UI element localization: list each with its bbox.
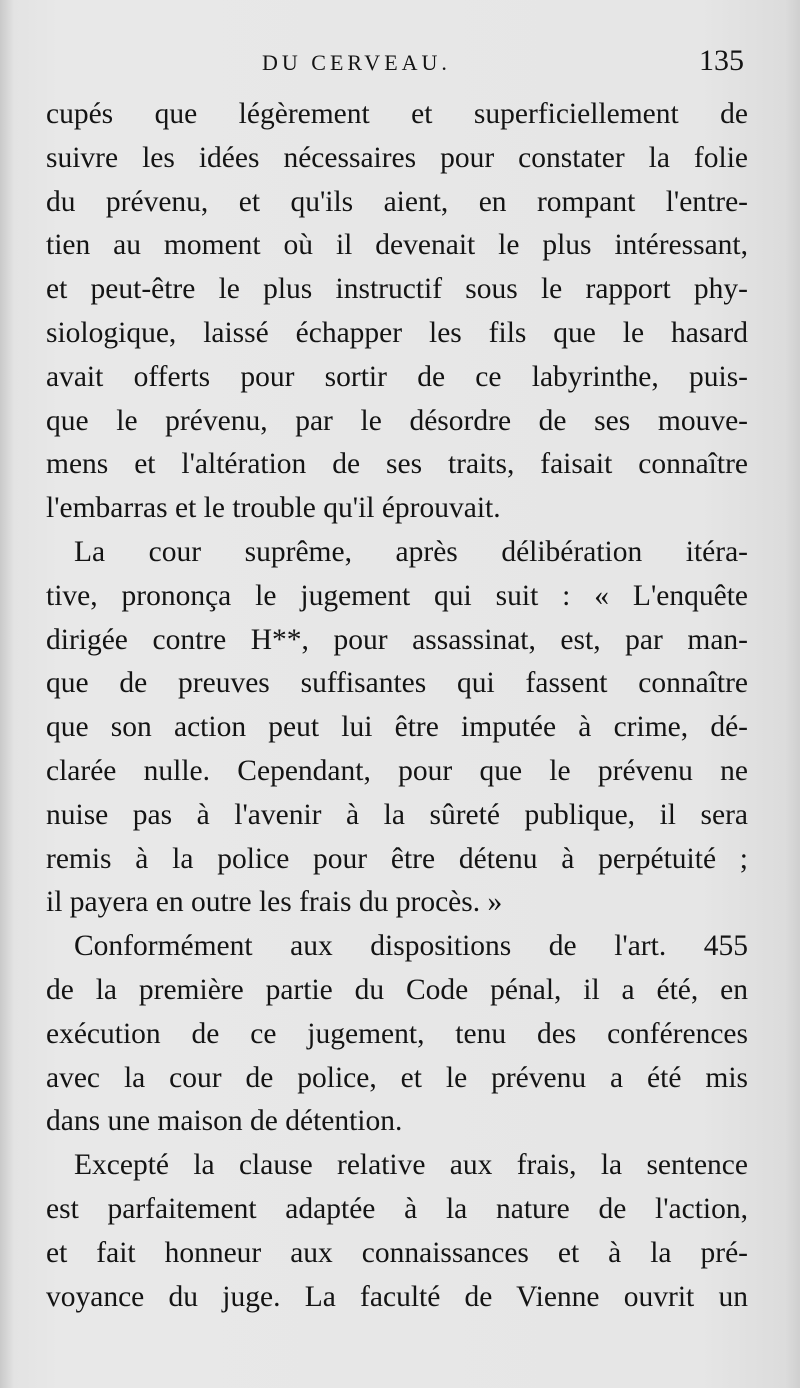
text-line: il payera en outre les frais du procès. » (46, 886, 503, 919)
text-line: Conformément aux dispositions de l'art. 455 (74, 930, 748, 963)
paragraph (46, 925, 748, 1144)
page-header (46, 44, 746, 84)
paragraph (46, 1144, 748, 1319)
text-line: que le prévenu, par le désordre de ses mouve- (46, 404, 748, 437)
text-line: du prévenu, et qu'ils aient, en rompant l'entre- (46, 185, 748, 218)
text-line: que de preuves suffisantes qui fassent connaître (46, 667, 748, 700)
paragraph (46, 531, 748, 925)
text-line: l'embarras et le trouble qu'il éprouvait. (46, 492, 501, 525)
text-line: avec la cour de police, et le prévenu a été mis (46, 1061, 748, 1094)
text-line: tive, prononça le jugement qui suit : « L'enquête (46, 579, 748, 612)
text-line: est parfaitement adaptée à la nature de l'action, (46, 1192, 748, 1225)
text-line: remis à la police pour être détenu à perpétuité ; (46, 842, 748, 875)
text-line: de la première partie du Code pénal, il a été, en (46, 973, 748, 1006)
text-line: siologique, laissé échapper les fils que le hasard (46, 316, 748, 349)
text-line: suivre les idées nécessaires pour constater la folie (46, 141, 748, 174)
text-line: et peut-être le plus instructif sous le rapport phy- (46, 273, 748, 306)
text-line: cupés que légèrement et superficiellement de (46, 98, 748, 130)
text-line: dans une maison de détention. (46, 1105, 403, 1138)
page-number: 135 (699, 44, 744, 77)
text-line: clarée nulle. Cependant, pour que le prévenu ne (46, 754, 748, 787)
running-title: DU CERVEAU. (262, 50, 451, 75)
text-line: que son action peut lui être imputée à crime, dé- (46, 711, 748, 744)
text-line: avait offerts pour sortir de ce labyrinthe, puis- (46, 360, 748, 393)
text-line: Excepté la clause relative aux frais, la sentence (74, 1149, 748, 1182)
text-line: La cour suprême, après délibération itéra- (74, 535, 748, 568)
text-line: mens et l'altération de ses traits, faisait connaître (46, 448, 748, 481)
text-line: exécution de ce jugement, tenu des conférences (46, 1017, 748, 1050)
paragraph (46, 93, 748, 531)
text-line: voyance du juge. La faculté de Vienne ouvrit un (46, 1280, 748, 1313)
text-line: dirigée contre H**, pour assassinat, est, par man- (46, 623, 748, 656)
text-line: nuise pas à l'avenir à la sûreté publique, il sera (46, 798, 748, 831)
text-line: et fait honneur aux connaissances et à la pré- (46, 1236, 748, 1269)
text-line: tien au moment où il devenait le plus intéressant, (46, 229, 748, 262)
body-text (46, 93, 748, 1319)
